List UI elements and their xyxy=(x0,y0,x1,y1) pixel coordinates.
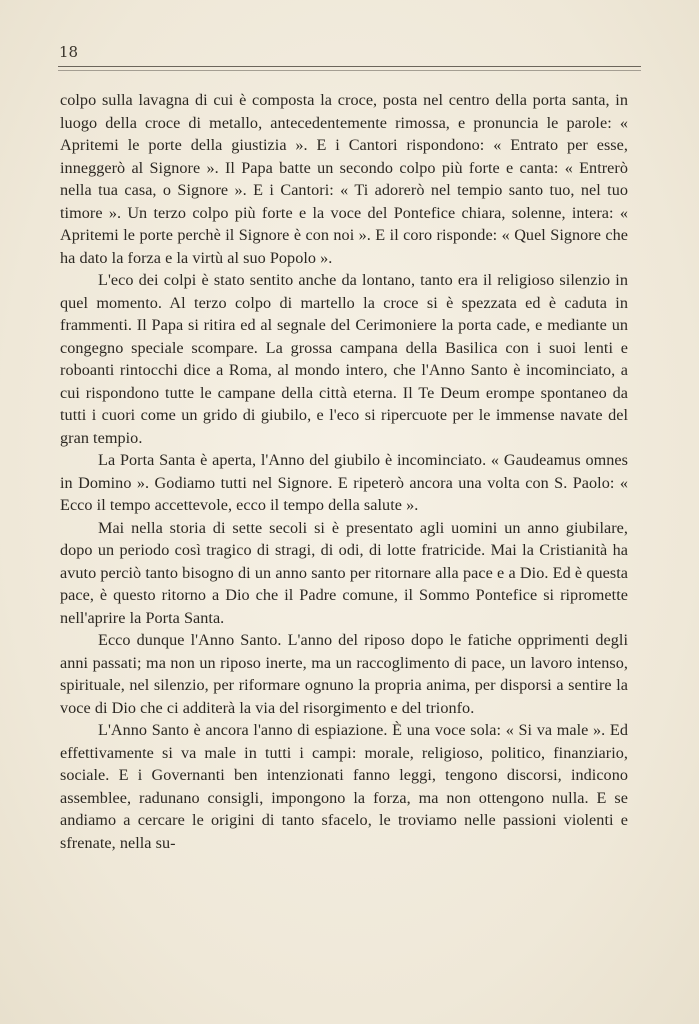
header-rule xyxy=(58,66,641,67)
paragraph-5: Ecco dunque l'Anno Santo. L'anno del riposo dopo le fatiche opprimenti degli anni passati; ma non un riposo inerte, ma un raccoglimento di pace, un lavoro intenso, spirituale, nel silenzio, per riformare ognuno la propria anima, per disporsi a sentire la voce di Dio che ci additerà la via del risorgimento e del trionfo. xyxy=(60,631,628,717)
header-rule-secondary xyxy=(58,70,641,71)
paragraph-6: L'Anno Santo è ancora l'anno di espiazione. È una voce sola: « Si va male ». Ed effettivamente si va male in tutti i campi: morale, religioso, politico, finanziario, sociale. E i Governanti ben intenzionati fanno leggi, tengono discorsi, indicono assemblee, radunano consigli, impongono la forza, ma non ottengono nulla. E se andiamo a cercare le origini di tanto sfacelo, le troviamo nelle passioni violenti e sfrenate, nella su- xyxy=(60,721,628,852)
body-text xyxy=(60,89,628,854)
page-number: 18 xyxy=(59,43,79,61)
paragraph-3: La Porta Santa è aperta, l'Anno del giubilo è incominciato. « Gaudeamus omnes in Domino ». Godiamo tutti nel Signore. E ripeterò ancora una volta con S. Paolo: « Ecco il tempo accettevole, ecco il tempo della salute ». xyxy=(60,451,628,514)
paragraph-4: Mai nella storia di sette secoli si è presentato agli uomini un anno giubilare, dopo un periodo così tragico di stragi, di odi, di lotte fratricide. Mai la Cristianità ha avuto perciò tanto bisogno di un anno santo per ritornare alla pace e a Dio. Ed è questa pace, è questo ritorno a Dio che il Padre comune, il Sommo Pontefice si ripromette nell'aprire la Porta Santa. xyxy=(60,518,628,627)
paragraph-1: colpo sulla lavagna di cui è composta la croce, posta nel centro della porta santa, in luogo della croce di metallo, antecedentemente rimossa, e pronuncia le parole: « Apritemi le porte della giustizia ». E i Cantori rispondono: « Entrato per esse, inneggerò al Signore ». Il Papa batte un secondo colpo più forte e canta: « Entrerò nella tua casa, o Signore ». E i Cantori: « Ti adorerò nel tempio santo tuo, nel tuo timore ». Un terzo colpo più forte e la voce del Pontefice chiara, solenne, intera: « Apritemi le porte perchè il Signore è con noi ». E il coro risponde: « Quel Signore che ha dato la forza e la virtù al suo Popolo ». xyxy=(60,91,628,267)
paragraph-2: L'eco dei colpi è stato sentito anche da lontano, tanto era il religioso silenzio in quel momento. Al terzo colpo di martello la croce si è spezzata ed è caduta in frammenti. Il Papa si ritira ed al segnale del Cerimoniere la porta cade, e mediante un congegno speciale scompare. La grossa campana della Basilica con i suoi lenti e roboanti rintocchi dice a Roma, al mondo intero, che l'Anno Santo è incominciato, a cui rispondono tutte le campane della città eterna. Il Te Deum erompe spontaneo da tutti i cuori come un grido di giubilo, e l'eco si ripercuote per le immense navate del gran tempio. xyxy=(60,271,628,447)
